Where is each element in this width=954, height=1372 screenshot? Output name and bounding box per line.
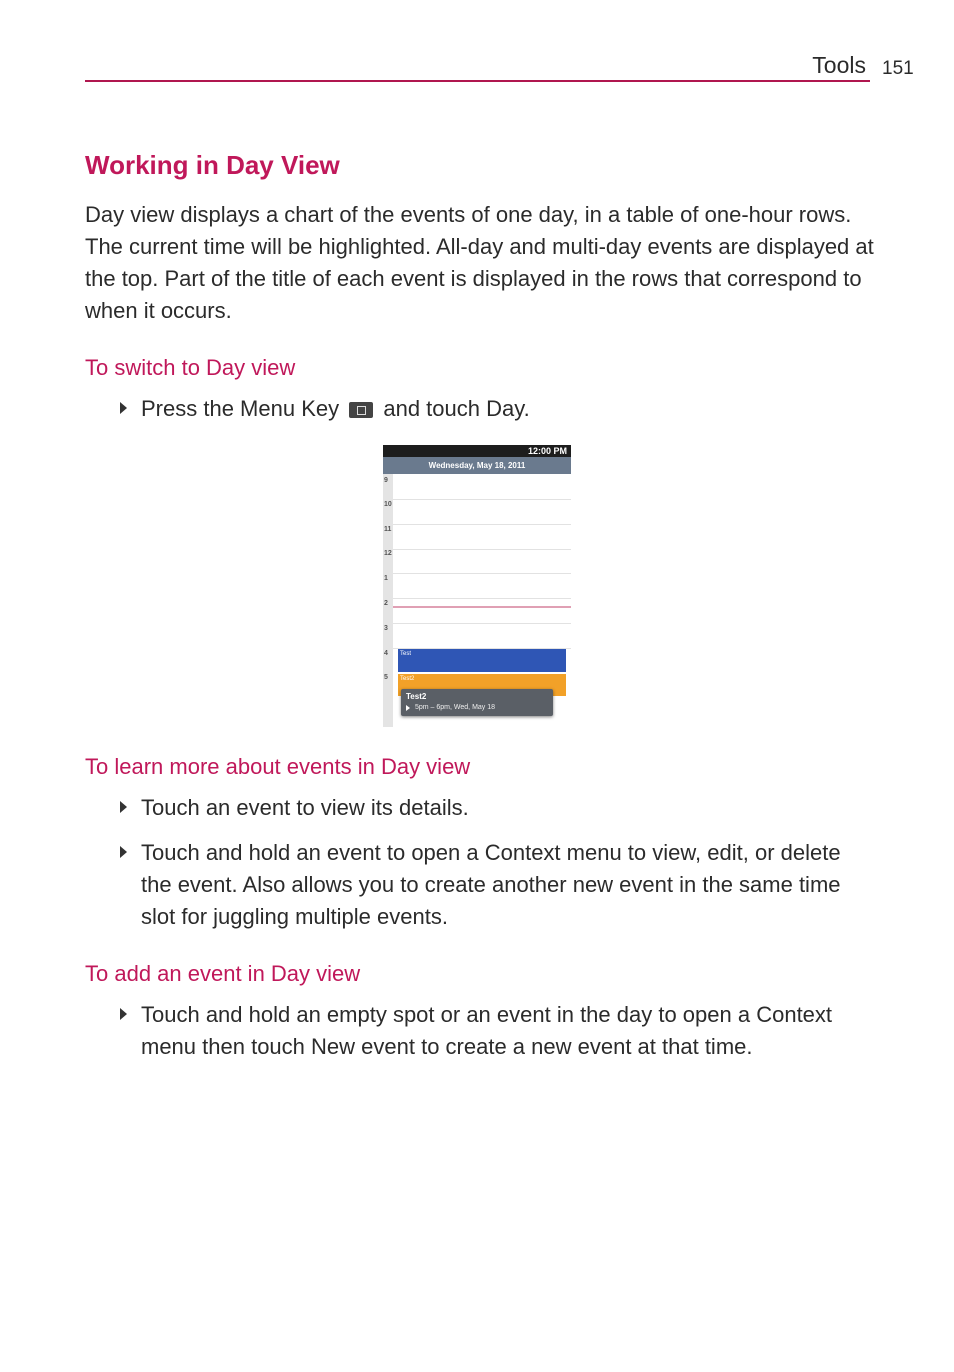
switch-mid: and touch [377,396,487,421]
grid-line [393,623,571,624]
menu-key-label: Menu Key [240,396,340,421]
day-label: Day [486,396,524,421]
switch-heading: To switch to Day view [85,355,296,380]
hour-label: 2 [384,600,388,607]
hour-label: 9 [384,477,388,484]
new-event-label: New event [311,1034,415,1059]
grid-line [393,573,571,574]
event-label: Test [400,651,412,657]
hour-label: 11 [384,526,392,533]
header-rule [85,80,870,82]
learn-bullet-2 [120,837,860,933]
current-time-line [393,606,571,608]
add-pre: Touch and hold an empty spot or an event in the day to open a Context menu then touch [141,1002,833,1059]
grid-line [393,598,571,599]
hour-label: 10 [384,501,392,508]
date-text: Wednesday, May 18, 2011 [428,461,526,470]
learn-bullet-text: Touch an event to view its details. [141,795,469,820]
event-popup [401,689,553,716]
popup-title: Test2 [406,692,427,701]
status-time: 12:00 PM [527,446,567,456]
switch-pre: Press the [141,396,241,421]
switch-post: . [523,396,530,421]
bullet-arrow-icon [120,801,127,813]
bullet-arrow-icon [120,846,127,858]
signal-icon [479,447,509,455]
day-view-screenshot [383,445,571,727]
popup-time: 5pm – 6pm, Wed, May 18 [415,704,496,711]
hour-column [383,474,393,727]
add-bullet-text [141,999,860,1063]
play-icon [406,705,410,711]
hour-label: 3 [384,625,388,632]
bullet-arrow-icon [120,1008,127,1020]
add-bullet [120,999,860,1063]
hour-label: 5 [384,674,388,681]
learn-heading: To learn more about events in Day view [85,754,471,779]
status-bar [383,445,571,457]
add-post: to create a new event at that time. [414,1034,753,1059]
learn-bullet-text: Touch and hold an event to open a Context menu to view, edit, or delete the event. Also allows you to create another new event in the same time slot for juggling multiple events. [141,840,841,929]
event-test[interactable] [398,649,566,672]
page-number: 151 [882,58,914,79]
grid-line [393,499,571,500]
page-title: Working in Day View [85,150,340,180]
hour-label: 4 [384,650,388,657]
intro-paragraph: Day view displays a chart of the events of one day, in a table of one-hour rows. The current time will be highlighted. All-day and multi-day events are displayed at the top. Part of the title of each event is displayed in the rows that correspond to when it occurs. [85,202,874,323]
grid-line [393,549,571,550]
date-bar [383,457,571,474]
learn-bullet-1 [120,792,860,824]
grid-line [393,524,571,525]
switch-bullet-text [141,393,860,425]
hour-label: 12 [384,550,392,557]
bullet-arrow-icon [120,402,127,414]
menu-key-icon [349,402,373,418]
event-label: Test2 [400,676,415,682]
add-heading: To add an event in Day view [85,961,361,986]
switch-bullet [120,393,860,425]
hour-label: 1 [384,575,388,582]
header-title: Tools [812,52,866,78]
